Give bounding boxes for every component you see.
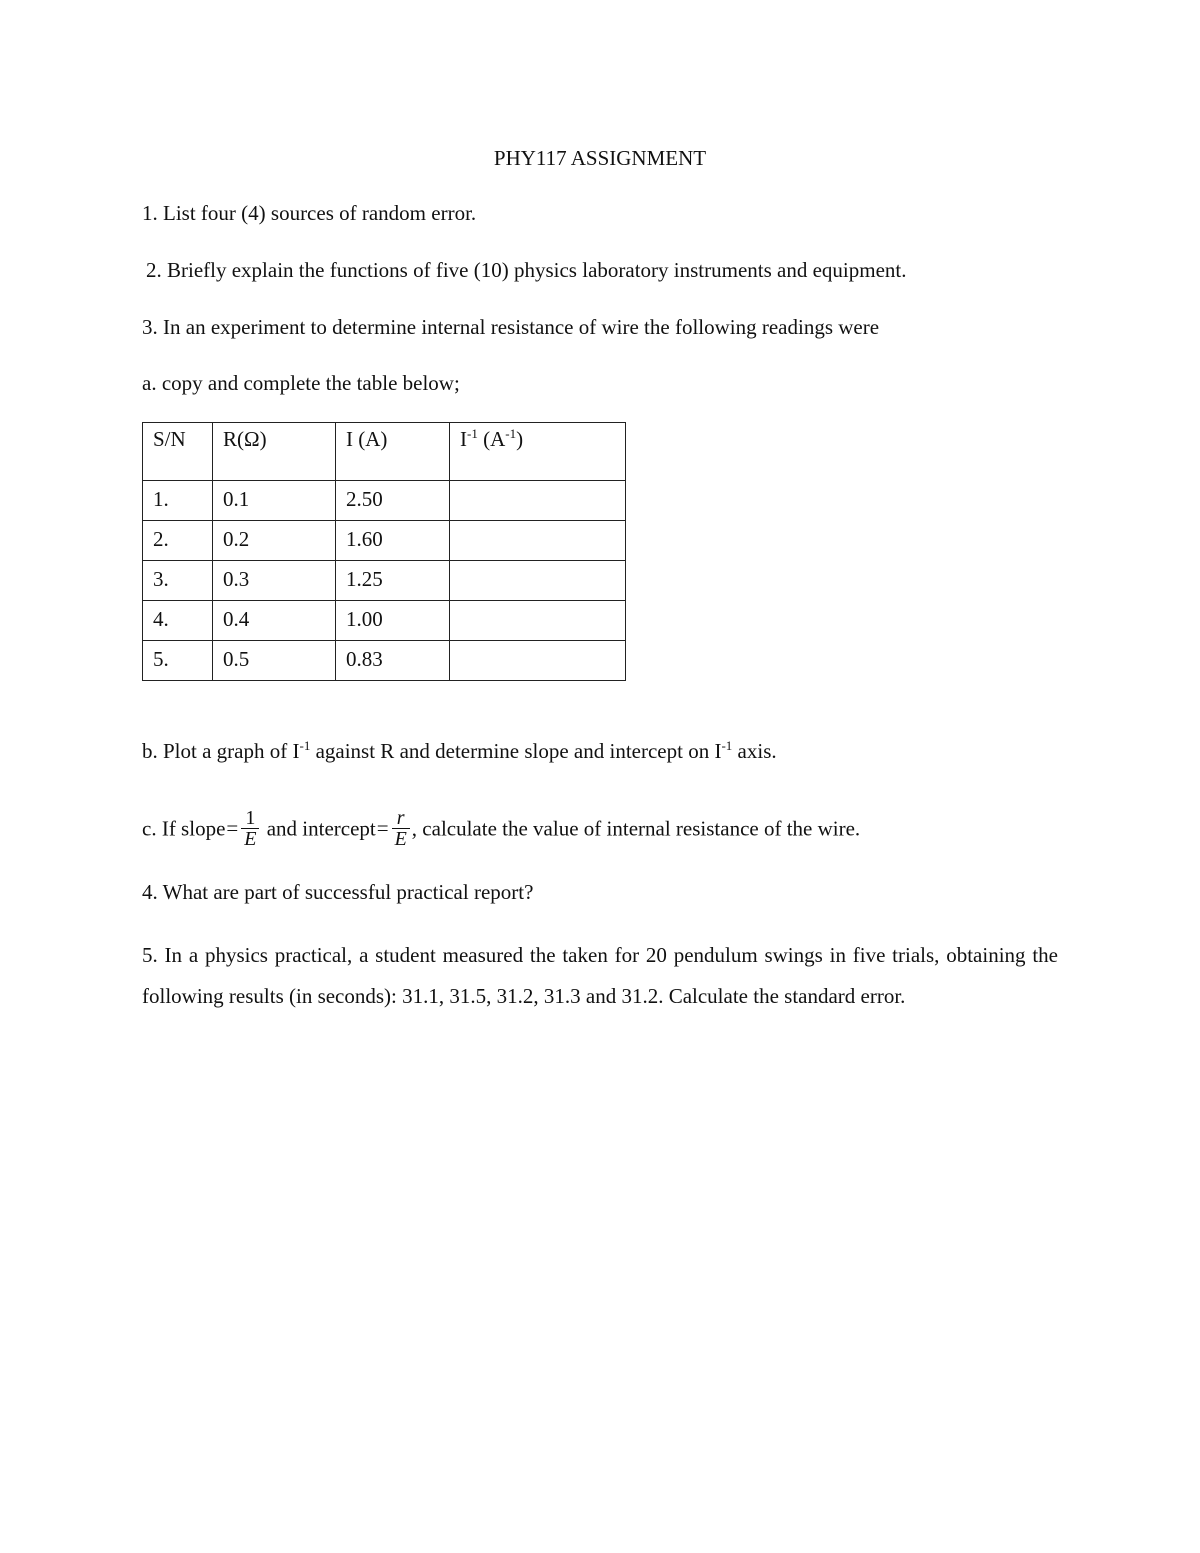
question-3: 3. In an experiment to determine internal resistance of wire the following readings were bbox=[142, 315, 880, 339]
cell-resistance: 0.5 bbox=[213, 641, 336, 681]
cell-sn: 5. bbox=[143, 641, 213, 681]
q3b-text-1: b. Plot a graph of I bbox=[142, 739, 300, 763]
header-inv-unit-sup: -1 bbox=[505, 426, 517, 441]
table-row bbox=[143, 601, 626, 641]
cell-resistance: 0.3 bbox=[213, 561, 336, 601]
page-title: PHY117 ASSIGNMENT bbox=[493, 146, 707, 170]
header-resistance: R(Ω) bbox=[213, 423, 336, 481]
header-inv-unit-open: (A bbox=[477, 427, 506, 451]
question-3b bbox=[142, 739, 777, 763]
header-inverse-current bbox=[450, 423, 626, 481]
cell-sn: 4. bbox=[143, 601, 213, 641]
cell-inverse-current bbox=[450, 641, 626, 681]
cell-current: 1.60 bbox=[336, 521, 450, 561]
readings-table bbox=[142, 422, 626, 681]
cell-current: 1.25 bbox=[336, 561, 450, 601]
q3c-text-1: c. If slope bbox=[142, 816, 226, 841]
question-3c bbox=[142, 807, 861, 851]
cell-current: 2.50 bbox=[336, 481, 450, 521]
cell-resistance: 0.1 bbox=[213, 481, 336, 521]
slope-numerator: 1 bbox=[245, 807, 256, 829]
q3b-text-2: against R and determine slope and intercept on I bbox=[310, 739, 722, 763]
cell-resistance: 0.4 bbox=[213, 601, 336, 641]
cell-sn: 1. bbox=[143, 481, 213, 521]
table-row bbox=[143, 481, 626, 521]
table-row bbox=[143, 521, 626, 561]
cell-resistance: 0.2 bbox=[213, 521, 336, 561]
cell-sn: 2. bbox=[143, 521, 213, 561]
cell-inverse-current bbox=[450, 521, 626, 561]
equals-sign: = bbox=[226, 816, 239, 841]
cell-sn: 3. bbox=[143, 561, 213, 601]
cell-inverse-current bbox=[450, 561, 626, 601]
table-header-row bbox=[143, 423, 626, 481]
q3c-text-2: and intercept bbox=[261, 816, 376, 841]
header-sn: S/N bbox=[143, 423, 213, 481]
q3b-text-3: axis. bbox=[732, 739, 777, 763]
q3b-sup-1: -1 bbox=[299, 738, 311, 753]
slope-denominator: E bbox=[241, 828, 259, 849]
header-inv-base: I bbox=[460, 427, 467, 451]
equals-sign: = bbox=[376, 816, 389, 841]
cell-inverse-current bbox=[450, 481, 626, 521]
question-4: 4. What are part of successful practical report? bbox=[142, 880, 534, 904]
q3b-sup-2: -1 bbox=[721, 738, 733, 753]
question-3a: a. copy and complete the table below; bbox=[142, 371, 460, 395]
intercept-numerator: r bbox=[396, 807, 405, 829]
q3c-text-3: , calculate the value of internal resistance of the wire. bbox=[411, 816, 861, 841]
intercept-fraction bbox=[392, 808, 410, 849]
slope-fraction bbox=[241, 808, 259, 849]
cell-current: 0.83 bbox=[336, 641, 450, 681]
header-inv-sup: -1 bbox=[467, 426, 478, 441]
cell-inverse-current bbox=[450, 601, 626, 641]
table-row bbox=[143, 561, 626, 601]
cell-current: 1.00 bbox=[336, 601, 450, 641]
table-row bbox=[143, 641, 626, 681]
header-inv-unit-close: ) bbox=[516, 427, 524, 451]
question-5: 5. In a physics practical, a student measured the taken for 20 pendulum swings in five trials, obtaining the following results (in seconds): 31.1, 31.5, 31.2, 31.3 and 31.2. Calculate the standard error. bbox=[142, 943, 1058, 1008]
header-current: I (A) bbox=[336, 423, 450, 481]
question-2: 2. Briefly explain the functions of five (10) physics laboratory instruments and equipment. bbox=[146, 258, 907, 282]
intercept-denominator: E bbox=[392, 828, 410, 849]
question-1: 1. List four (4) sources of random error. bbox=[142, 201, 477, 225]
